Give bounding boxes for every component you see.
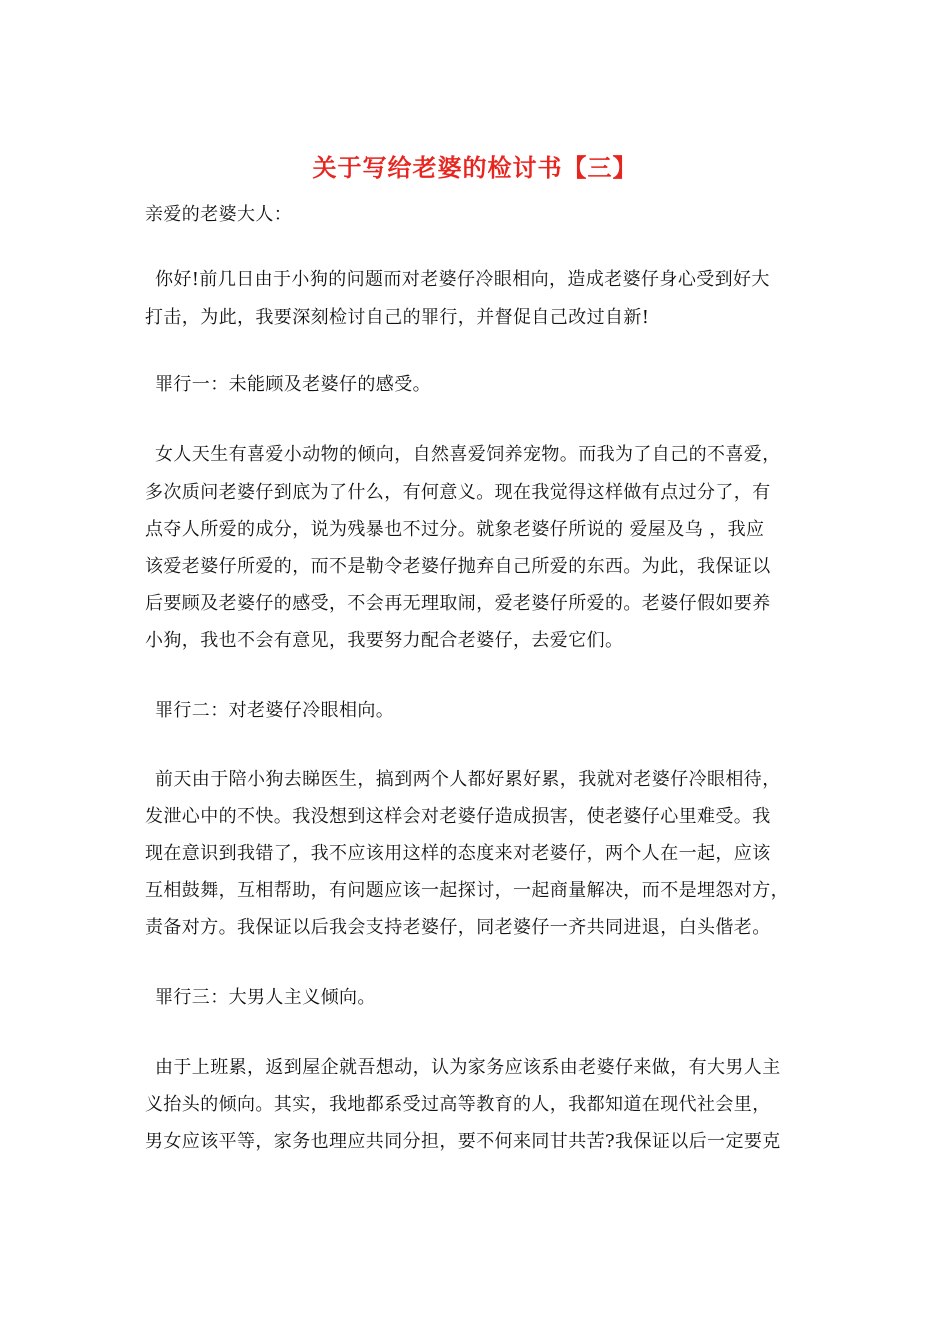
- body-line: 多次质问老婆仔到底为了什么，有何意义。现在我觉得这样做有点过分了，有: [145, 482, 771, 503]
- section-heading: 罪行一：未能顾及老婆仔的感受。: [155, 374, 431, 395]
- section-heading: 罪行三：大男人主义倾向。: [155, 987, 376, 1008]
- body-line: 小狗，我也不会有意见，我要努力配合老婆仔，去爱它们。: [145, 630, 624, 651]
- body-line: 现在意识到我错了，我不应该用这样的态度来对老婆仔，两个人在一起，应该: [145, 843, 771, 864]
- body-line: 点夺人所爱的成分，说为残暴也不过分。就象老婆仔所说的 爱屋及乌 ，我应: [145, 519, 765, 540]
- body-line: 男女应该平等，家务也理应共同分担，要不何来同甘共苦?我保证以后一定要克: [145, 1131, 781, 1152]
- body-line: 互相鼓舞，互相帮助，有问题应该一起探讨，一起商量解决，而不是埋怨对方，: [145, 880, 789, 901]
- section-heading: 罪行二：对老婆仔冷眼相向。: [155, 700, 395, 721]
- body-line: 由于上班累，返到屋企就吾想动，认为家务应该系由老婆仔来做，有大男人主: [155, 1057, 781, 1078]
- body-line: 后要顾及老婆仔的感受，不会再无理取闹，爱老婆仔所爱的。老婆仔假如要养: [145, 593, 771, 614]
- body-line: 发泄心中的不快。我没想到这样会对老婆仔造成损害，使老婆仔心里难受。我: [145, 806, 771, 827]
- document-title: 关于写给老婆的检讨书【三】: [312, 153, 638, 182]
- body-line: 女人天生有喜爱小动物的倾向，自然喜爱饲养宠物。而我为了自己的不喜爱，: [155, 444, 781, 465]
- salutation: 亲爱的老婆大人：: [145, 204, 293, 225]
- body-line: 义抬头的倾向。其实，我地都系受过高等教育的人，我都知道在现代社会里，: [145, 1094, 771, 1115]
- body-line: 责备对方。我保证以后我会支持老婆仔，同老婆仔一齐共同进退，白头偕老。: [145, 917, 771, 938]
- body-line: 前天由于陪小狗去睇医生，搞到两个人都好累好累，我就对老婆仔冷眼相待，: [155, 769, 781, 790]
- body-line: 你好!前几日由于小狗的问题而对老婆仔冷眼相向，造成老婆仔身心受到好大: [155, 269, 770, 290]
- body-line: 该爱老婆仔所爱的，而不是勒令老婆仔抛弃自己所爱的东西。为此，我保证以: [145, 556, 771, 577]
- body-line: 打击，为此，我要深刻检讨自己的罪行，并督促自己改过自新!: [145, 307, 650, 328]
